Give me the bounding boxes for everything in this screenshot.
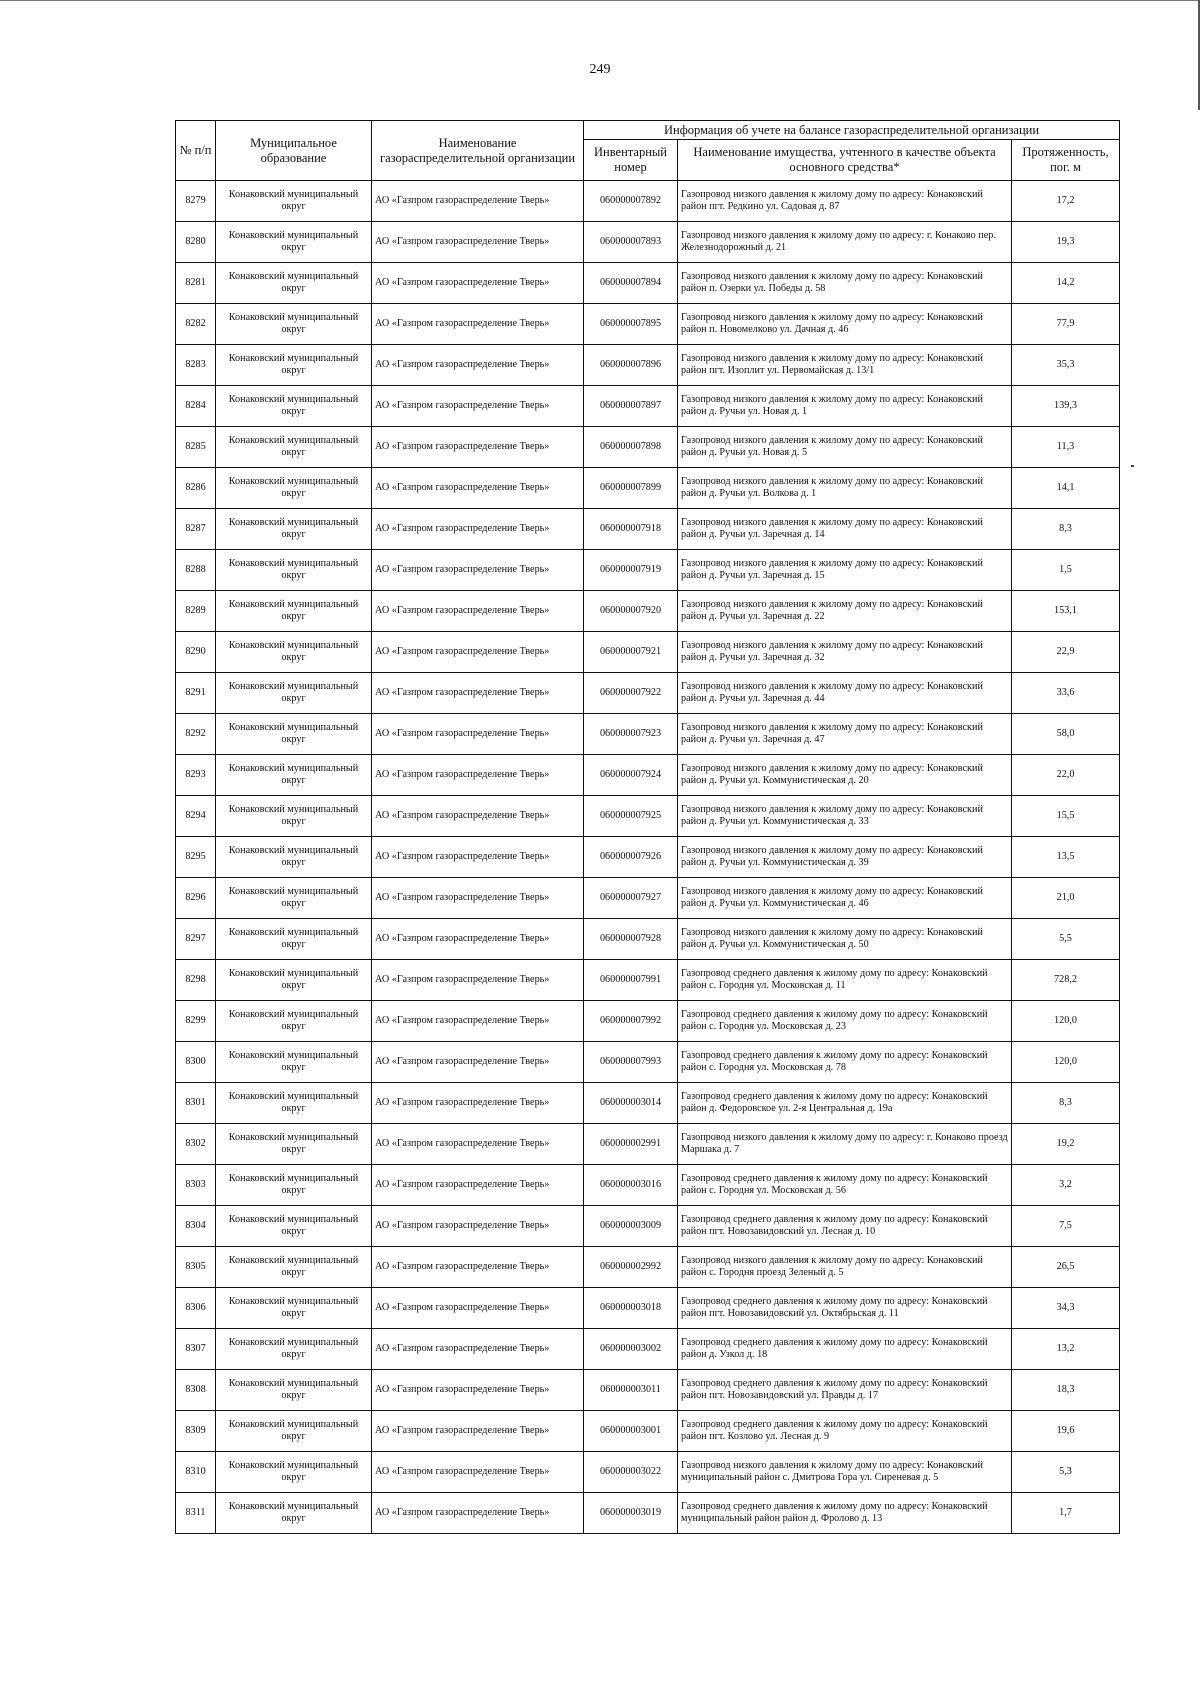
municipality-cell: Конаковский муниципальный округ (216, 632, 372, 673)
organization-cell: АО «Газпром газораспределение Тверь» (372, 181, 584, 222)
organization-cell: АО «Газпром газораспределение Тверь» (372, 960, 584, 1001)
property-name-cell: Газопровод низкого давления к жилому дому по адресу: г. Конаково пер. Железнодорожный д. 21 (678, 222, 1012, 263)
property-name-cell: Газопровод низкого давления к жилому дому по адресу: Конаковский район д. Ручьи ул. Коммунистическая д. 39 (678, 837, 1012, 878)
property-name-cell: Газопровод среднего давления к жилому дому по адресу: Конаковский район пгт. Козлово ул. Лесная д. 9 (678, 1411, 1012, 1452)
inventory-number-cell: 060000007893 (584, 222, 678, 263)
length-cell: 13,5 (1012, 837, 1120, 878)
length-cell: 14,1 (1012, 468, 1120, 509)
inventory-number-cell: 060000003019 (584, 1493, 678, 1534)
municipality-cell: Конаковский муниципальный округ (216, 1411, 372, 1452)
length-cell: 19,3 (1012, 222, 1120, 263)
inventory-number-cell: 060000007923 (584, 714, 678, 755)
inventory-number-cell: 060000007991 (584, 960, 678, 1001)
table-row (176, 796, 1120, 837)
property-name-cell: Газопровод низкого давления к жилому дому по адресу: Конаковский район д. Ручьи ул. Заречная д. 15 (678, 550, 1012, 591)
table-row (176, 591, 1120, 632)
table-row (176, 427, 1120, 468)
municipality-cell: Конаковский муниципальный округ (216, 550, 372, 591)
table-row (176, 1165, 1120, 1206)
row-number: 8292 (176, 714, 216, 755)
table-row (176, 1083, 1120, 1124)
property-name-cell: Газопровод низкого давления к жилому дому по адресу: Конаковский район д. Ручьи ул. Новая д. 1 (678, 386, 1012, 427)
length-cell: 18,3 (1012, 1370, 1120, 1411)
length-cell: 58,0 (1012, 714, 1120, 755)
length-cell: 120,0 (1012, 1042, 1120, 1083)
inventory-number-cell: 060000007896 (584, 345, 678, 386)
table-row (176, 1288, 1120, 1329)
municipality-cell: Конаковский муниципальный округ (216, 345, 372, 386)
scan-speck (1131, 465, 1134, 467)
row-number: 8297 (176, 919, 216, 960)
table-row (176, 714, 1120, 755)
row-number: 8307 (176, 1329, 216, 1370)
length-cell: 19,2 (1012, 1124, 1120, 1165)
property-name-cell: Газопровод низкого давления к жилому дому по адресу: Конаковский муниципальный район с. Дмитрова Гора ул. Сиреневая д. 5 (678, 1452, 1012, 1493)
municipality-cell: Конаковский муниципальный округ (216, 755, 372, 796)
row-number: 8304 (176, 1206, 216, 1247)
registry-table (175, 120, 1120, 1534)
organization-cell: АО «Газпром газораспределение Тверь» (372, 1165, 584, 1206)
property-name-cell: Газопровод среднего давления к жилому дому по адресу: Конаковский муниципальный район район д. Фролово д. 13 (678, 1493, 1012, 1534)
table-row (176, 304, 1120, 345)
municipality-cell: Конаковский муниципальный округ (216, 304, 372, 345)
organization-cell: АО «Газпром газораспределение Тверь» (372, 796, 584, 837)
row-number: 8306 (176, 1288, 216, 1329)
municipality-cell: Конаковский муниципальный округ (216, 509, 372, 550)
table-row (176, 1042, 1120, 1083)
row-number: 8303 (176, 1165, 216, 1206)
inventory-number-cell: 060000007918 (584, 509, 678, 550)
inventory-number-cell: 060000007921 (584, 632, 678, 673)
row-number: 8310 (176, 1452, 216, 1493)
row-number: 8290 (176, 632, 216, 673)
table-row (176, 673, 1120, 714)
table-row (176, 1124, 1120, 1165)
row-number: 8294 (176, 796, 216, 837)
row-number: 8311 (176, 1493, 216, 1534)
inventory-number-cell: 060000007992 (584, 1001, 678, 1042)
length-cell: 153,1 (1012, 591, 1120, 632)
organization-cell: АО «Газпром газораспределение Тверь» (372, 1083, 584, 1124)
municipality-cell: Конаковский муниципальный округ (216, 837, 372, 878)
organization-cell: АО «Газпром газораспределение Тверь» (372, 345, 584, 386)
row-number: 8289 (176, 591, 216, 632)
header-municipality: Муниципальное образование (216, 121, 372, 181)
organization-cell: АО «Газпром газораспределение Тверь» (372, 919, 584, 960)
header-property: Наименование имущества, учтенного в качестве объекта основного средства* (678, 140, 1012, 181)
row-number: 8300 (176, 1042, 216, 1083)
organization-cell: АО «Газпром газораспределение Тверь» (372, 1329, 584, 1370)
municipality-cell: Конаковский муниципальный округ (216, 1329, 372, 1370)
inventory-number-cell: 060000007922 (584, 673, 678, 714)
length-cell: 22,0 (1012, 755, 1120, 796)
length-cell: 5,3 (1012, 1452, 1120, 1493)
table-row (176, 181, 1120, 222)
property-name-cell: Газопровод среднего давления к жилому дому по адресу: Конаковский район с. Городня ул. Московская д. 78 (678, 1042, 1012, 1083)
row-number: 8291 (176, 673, 216, 714)
inventory-number-cell: 060000002992 (584, 1247, 678, 1288)
municipality-cell: Конаковский муниципальный округ (216, 222, 372, 263)
length-cell: 139,3 (1012, 386, 1120, 427)
row-number: 8288 (176, 550, 216, 591)
inventory-number-cell: 060000003002 (584, 1329, 678, 1370)
registry-rows (176, 181, 1120, 1534)
table-row (176, 1247, 1120, 1288)
inventory-number-cell: 060000003001 (584, 1411, 678, 1452)
length-cell: 13,2 (1012, 1329, 1120, 1370)
municipality-cell: Конаковский муниципальный округ (216, 1493, 372, 1534)
inventory-number-cell: 060000003009 (584, 1206, 678, 1247)
property-name-cell: Газопровод низкого давления к жилому дому по адресу: Конаковский район д. Ручьи ул. Заречная д. 47 (678, 714, 1012, 755)
header-num: № п/п (176, 121, 216, 181)
table-row (176, 1370, 1120, 1411)
row-number: 8286 (176, 468, 216, 509)
organization-cell: АО «Газпром газораспределение Тверь» (372, 263, 584, 304)
property-name-cell: Газопровод среднего давления к жилому дому по адресу: Конаковский район д. Узкол д. 18 (678, 1329, 1012, 1370)
length-cell: 14,2 (1012, 263, 1120, 304)
organization-cell: АО «Газпром газораспределение Тверь» (372, 468, 584, 509)
municipality-cell: Конаковский муниципальный округ (216, 427, 372, 468)
property-name-cell: Газопровод низкого давления к жилому дому по адресу: Конаковский район д. Ручьи ул. Коммунистическая д. 20 (678, 755, 1012, 796)
property-name-cell: Газопровод низкого давления к жилому дому по адресу: Конаковский район п. Озерки ул. Победы д. 58 (678, 263, 1012, 304)
municipality-cell: Конаковский муниципальный округ (216, 796, 372, 837)
length-cell: 17,2 (1012, 181, 1120, 222)
property-name-cell: Газопровод низкого давления к жилому дому по адресу: Конаковский район д. Ручьи ул. Заречная д. 32 (678, 632, 1012, 673)
municipality-cell: Конаковский муниципальный округ (216, 1042, 372, 1083)
length-cell: 77,9 (1012, 304, 1120, 345)
property-name-cell: Газопровод низкого давления к жилому дому по адресу: Конаковский район д. Ручьи ул. Заречная д. 44 (678, 673, 1012, 714)
property-name-cell: Газопровод низкого давления к жилому дому по адресу: Конаковский район д. Ручьи ул. Заречная д. 22 (678, 591, 1012, 632)
table-row (176, 1329, 1120, 1370)
organization-cell: АО «Газпром газораспределение Тверь» (372, 1370, 584, 1411)
inventory-number-cell: 060000007898 (584, 427, 678, 468)
row-number: 8299 (176, 1001, 216, 1042)
municipality-cell: Конаковский муниципальный округ (216, 1206, 372, 1247)
length-cell: 1,7 (1012, 1493, 1120, 1534)
organization-cell: АО «Газпром газораспределение Тверь» (372, 1288, 584, 1329)
table-row (176, 878, 1120, 919)
row-number: 8282 (176, 304, 216, 345)
table-row (176, 1206, 1120, 1247)
row-number: 8301 (176, 1083, 216, 1124)
property-name-cell: Газопровод среднего давления к жилому дому по адресу: Конаковский район пгт. Новозавидовский ул. Октябрьская д. 11 (678, 1288, 1012, 1329)
table-row (176, 1411, 1120, 1452)
table-row (176, 222, 1120, 263)
inventory-number-cell: 060000007924 (584, 755, 678, 796)
property-name-cell: Газопровод среднего давления к жилому дому по адресу: Конаковский район с. Городня ул. Московская д. 56 (678, 1165, 1012, 1206)
inventory-number-cell: 060000007920 (584, 591, 678, 632)
page-number: 249 (589, 62, 611, 77)
property-name-cell: Газопровод низкого давления к жилому дому по адресу: г. Конаково проезд Маршака д. 7 (678, 1124, 1012, 1165)
organization-cell: АО «Газпром газораспределение Тверь» (372, 1452, 584, 1493)
table-row (176, 1452, 1120, 1493)
row-number: 8285 (176, 427, 216, 468)
row-number: 8295 (176, 837, 216, 878)
property-name-cell: Газопровод среднего давления к жилому дому по адресу: Конаковский район с. Городня ул. Московская д. 23 (678, 1001, 1012, 1042)
organization-cell: АО «Газпром газораспределение Тверь» (372, 714, 584, 755)
inventory-number-cell: 060000002991 (584, 1124, 678, 1165)
municipality-cell: Конаковский муниципальный округ (216, 591, 372, 632)
row-number: 8309 (176, 1411, 216, 1452)
row-number: 8279 (176, 181, 216, 222)
length-cell: 21,0 (1012, 878, 1120, 919)
table-row (176, 550, 1120, 591)
property-name-cell: Газопровод низкого давления к жилому дому по адресу: Конаковский район с. Городня проезд Зеленый д. 5 (678, 1247, 1012, 1288)
inventory-number-cell: 060000003018 (584, 1288, 678, 1329)
length-cell: 8,3 (1012, 1083, 1120, 1124)
organization-cell: АО «Газпром газораспределение Тверь» (372, 837, 584, 878)
length-cell: 22,9 (1012, 632, 1120, 673)
inventory-number-cell: 060000007928 (584, 919, 678, 960)
organization-cell: АО «Газпром газораспределение Тверь» (372, 427, 584, 468)
row-number: 8302 (176, 1124, 216, 1165)
municipality-cell: Конаковский муниципальный округ (216, 1165, 372, 1206)
inventory-number-cell: 060000007897 (584, 386, 678, 427)
municipality-cell: Конаковский муниципальный округ (216, 919, 372, 960)
municipality-cell: Конаковский муниципальный округ (216, 1370, 372, 1411)
property-name-cell: Газопровод низкого давления к жилому дому по адресу: Конаковский район д. Ручьи ул. Коммунистическая д. 46 (678, 878, 1012, 919)
municipality-cell: Конаковский муниципальный округ (216, 468, 372, 509)
inventory-number-cell: 060000007925 (584, 796, 678, 837)
table-row (176, 1001, 1120, 1042)
inventory-number-cell: 060000007926 (584, 837, 678, 878)
table-row (176, 509, 1120, 550)
municipality-cell: Конаковский муниципальный округ (216, 1124, 372, 1165)
header-inventory: Инвентарный номер (584, 140, 678, 181)
header-organization: Наименование газораспределительной организации (372, 121, 584, 181)
property-name-cell: Газопровод низкого давления к жилому дому по адресу: Конаковский район д. Ручьи ул. Коммунистическая д. 50 (678, 919, 1012, 960)
length-cell: 120,0 (1012, 1001, 1120, 1042)
property-name-cell: Газопровод среднего давления к жилому дому по адресу: Конаковский район пгт. Новозавидовский ул. Лесная д. 10 (678, 1206, 1012, 1247)
length-cell: 34,3 (1012, 1288, 1120, 1329)
row-number: 8296 (176, 878, 216, 919)
inventory-number-cell: 060000007895 (584, 304, 678, 345)
inventory-number-cell: 060000007899 (584, 468, 678, 509)
row-number: 8287 (176, 509, 216, 550)
length-cell: 33,6 (1012, 673, 1120, 714)
organization-cell: АО «Газпром газораспределение Тверь» (372, 222, 584, 263)
row-number: 8281 (176, 263, 216, 304)
organization-cell: АО «Газпром газораспределение Тверь» (372, 1493, 584, 1534)
municipality-cell: Конаковский муниципальный округ (216, 673, 372, 714)
length-cell: 19,6 (1012, 1411, 1120, 1452)
property-name-cell: Газопровод низкого давления к жилому дому по адресу: Конаковский район пгт. Редкино ул. Садовая д. 87 (678, 181, 1012, 222)
inventory-number-cell: 060000003011 (584, 1370, 678, 1411)
table-row (176, 755, 1120, 796)
table-row (176, 345, 1120, 386)
property-name-cell: Газопровод среднего давления к жилому дому по адресу: Конаковский район с. Городня ул. Московская д. 11 (678, 960, 1012, 1001)
municipality-cell: Конаковский муниципальный округ (216, 1288, 372, 1329)
organization-cell: АО «Газпром газораспределение Тверь» (372, 386, 584, 427)
header-balance-group: Информация об учете на балансе газораспределительной организации (584, 121, 1120, 140)
property-name-cell: Газопровод низкого давления к жилому дому по адресу: Конаковский район д. Ручьи ул. Новая д. 5 (678, 427, 1012, 468)
table-row (176, 632, 1120, 673)
row-number: 8284 (176, 386, 216, 427)
property-name-cell: Газопровод низкого давления к жилому дому по адресу: Конаковский район д. Ручьи ул. Коммунистическая д. 33 (678, 796, 1012, 837)
header-length: Протяженность, пог. м (1012, 140, 1120, 181)
length-cell: 35,3 (1012, 345, 1120, 386)
organization-cell: АО «Газпром газораспределение Тверь» (372, 591, 584, 632)
row-number: 8308 (176, 1370, 216, 1411)
inventory-number-cell: 060000003022 (584, 1452, 678, 1493)
municipality-cell: Конаковский муниципальный округ (216, 1452, 372, 1493)
municipality-cell: Конаковский муниципальный округ (216, 1247, 372, 1288)
inventory-number-cell: 060000003016 (584, 1165, 678, 1206)
organization-cell: АО «Газпром газораспределение Тверь» (372, 550, 584, 591)
row-number: 8298 (176, 960, 216, 1001)
municipality-cell: Конаковский муниципальный округ (216, 1001, 372, 1042)
length-cell: 5,5 (1012, 919, 1120, 960)
organization-cell: АО «Газпром газораспределение Тверь» (372, 755, 584, 796)
length-cell: 3,2 (1012, 1165, 1120, 1206)
property-name-cell: Газопровод низкого давления к жилому дому по адресу: Конаковский район пгт. Изоплит ул. Первомайская д. 13/1 (678, 345, 1012, 386)
municipality-cell: Конаковский муниципальный округ (216, 714, 372, 755)
length-cell: 26,5 (1012, 1247, 1120, 1288)
organization-cell: АО «Газпром газораспределение Тверь» (372, 304, 584, 345)
row-number: 8280 (176, 222, 216, 263)
municipality-cell: Конаковский муниципальный округ (216, 878, 372, 919)
organization-cell: АО «Газпром газораспределение Тверь» (372, 1001, 584, 1042)
municipality-cell: Конаковский муниципальный округ (216, 263, 372, 304)
organization-cell: АО «Газпром газораспределение Тверь» (372, 1042, 584, 1083)
property-name-cell: Газопровод среднего давления к жилому дому по адресу: Конаковский район д. Федоровское ул. 2-я Центральная д. 19а (678, 1083, 1012, 1124)
length-cell: 15,5 (1012, 796, 1120, 837)
organization-cell: АО «Газпром газораспределение Тверь» (372, 673, 584, 714)
property-name-cell: Газопровод среднего давления к жилому дому по адресу: Конаковский район пгт. Новозавидовский ул. Правды д. 17 (678, 1370, 1012, 1411)
inventory-number-cell: 060000007894 (584, 263, 678, 304)
municipality-cell: Конаковский муниципальный округ (216, 1083, 372, 1124)
organization-cell: АО «Газпром газораспределение Тверь» (372, 509, 584, 550)
municipality-cell: Конаковский муниципальный округ (216, 181, 372, 222)
table-row (176, 960, 1120, 1001)
table-row (176, 919, 1120, 960)
length-cell: 7,5 (1012, 1206, 1120, 1247)
inventory-number-cell: 060000003014 (584, 1083, 678, 1124)
length-cell: 728,2 (1012, 960, 1120, 1001)
length-cell: 11,3 (1012, 427, 1120, 468)
row-number: 8293 (176, 755, 216, 796)
property-name-cell: Газопровод низкого давления к жилому дому по адресу: Конаковский район п. Новомелково ул. Дачная д. 46 (678, 304, 1012, 345)
property-name-cell: Газопровод низкого давления к жилому дому по адресу: Конаковский район д. Ручьи ул. Заречная д. 14 (678, 509, 1012, 550)
inventory-number-cell: 060000007993 (584, 1042, 678, 1083)
organization-cell: АО «Газпром газораспределение Тверь» (372, 1411, 584, 1452)
organization-cell: АО «Газпром газораспределение Тверь» (372, 878, 584, 919)
table-row (176, 263, 1120, 304)
table-row (176, 1493, 1120, 1534)
row-number: 8283 (176, 345, 216, 386)
length-cell: 8,3 (1012, 509, 1120, 550)
organization-cell: АО «Газпром газораспределение Тверь» (372, 1124, 584, 1165)
table-row (176, 386, 1120, 427)
municipality-cell: Конаковский муниципальный округ (216, 960, 372, 1001)
property-name-cell: Газопровод низкого давления к жилому дому по адресу: Конаковский район д. Ручьи ул. Волкова д. 1 (678, 468, 1012, 509)
organization-cell: АО «Газпром газораспределение Тверь» (372, 632, 584, 673)
table-row (176, 468, 1120, 509)
table-row (176, 837, 1120, 878)
inventory-number-cell: 060000007892 (584, 181, 678, 222)
scan-edge-top (0, 0, 1200, 1)
length-cell: 1,5 (1012, 550, 1120, 591)
inventory-number-cell: 060000007919 (584, 550, 678, 591)
organization-cell: АО «Газпром газораспределение Тверь» (372, 1247, 584, 1288)
row-number: 8305 (176, 1247, 216, 1288)
inventory-number-cell: 060000007927 (584, 878, 678, 919)
municipality-cell: Конаковский муниципальный округ (216, 386, 372, 427)
organization-cell: АО «Газпром газораспределение Тверь» (372, 1206, 584, 1247)
